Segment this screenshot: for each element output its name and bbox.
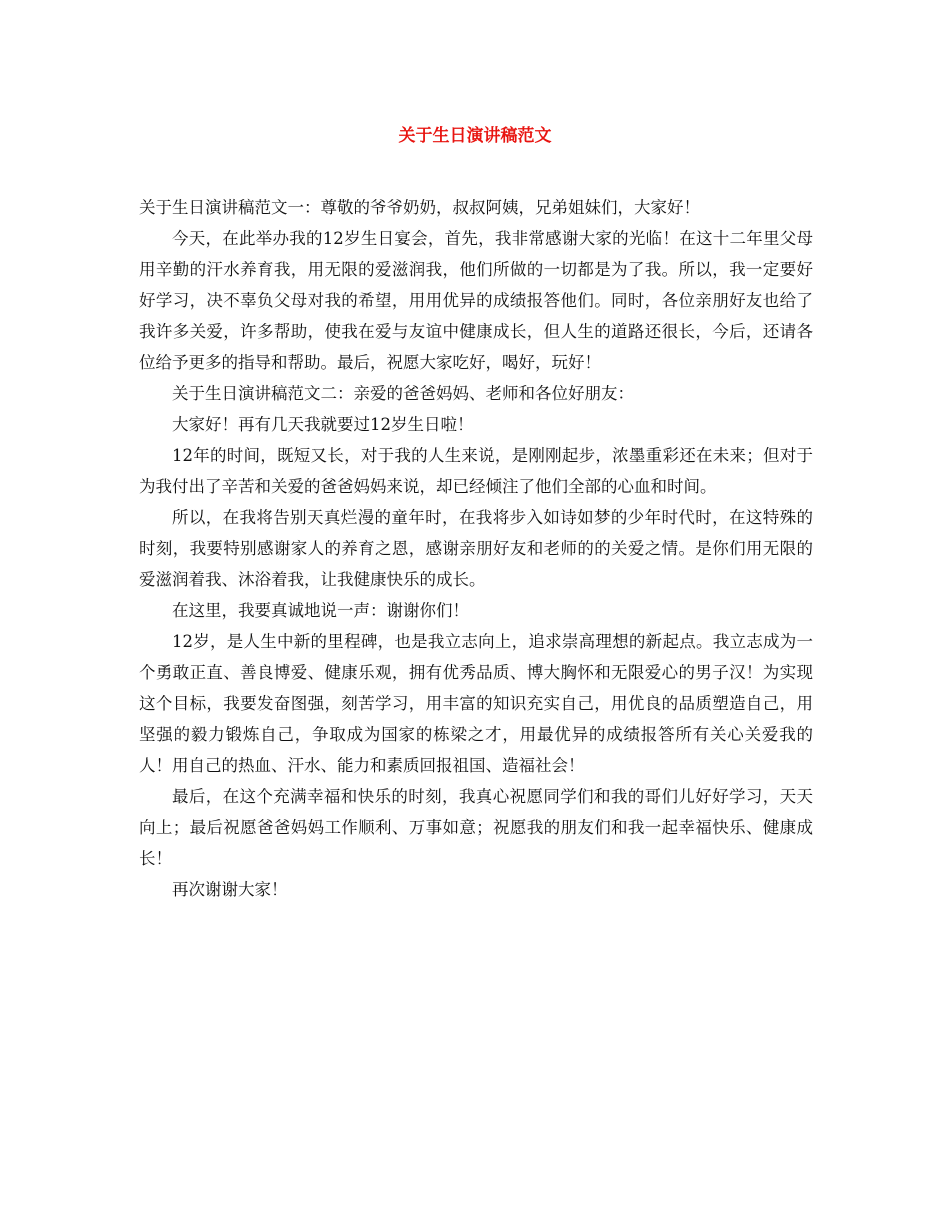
document-body [139,192,813,905]
paragraph: 关于生日演讲稿范文一：尊敬的爷爷奶奶，叔叔阿姨，兄弟姐妹们，大家好！ [139,198,700,217]
paragraph: 关于生日演讲稿范文二：亲爱的爸爸妈妈、老师和各位好朋友： [172,384,634,403]
paragraph: 12年的时间，既短又长，对于我的人生来说，是刚刚起步，浓墨重彩还在未来；但对于为我付出了辛苦和关爱的爸爸妈妈来说，却已经倾注了他们全部的心血和时间。 [139,446,813,496]
paragraph: 12岁，是人生中新的里程碑，也是我立志向上，追求崇高理想的新起点。我立志成为一个勇敢正直、善良博爱、健康乐观，拥有优秀品质、博大胸怀和无限爱心的男子汉！为实现这个目标，我要发奋图强，刻苦学习，用丰富的知识充实自己，用优良的品质塑造自己，用坚强的毅力锻炼自己，争取成为国家的栋梁之才，用最优异的成绩报答所有关心关爱我的人！用自己的热血、汗水、能力和素质回报祖国、造福社会！ [139,632,813,775]
paragraph: 在这里，我要真诚地说一声：谢谢你们！ [172,601,469,620]
paragraph: 最后，在这个充满幸福和快乐的时刻，我真心祝愿同学们和我的哥们儿好好学习，天天向上；最后祝愿爸爸妈妈工作顺利、万事如意；祝愿我的朋友们和我一起幸福快乐、健康成长！ [139,787,813,868]
document-title: 关于生日演讲稿范文 [398,126,552,146]
paragraph: 大家好！再有几天我就要过12岁生日啦！ [172,415,474,434]
paragraph: 再次谢谢大家！ [172,880,288,899]
paragraph: 所以，在我将告别天真烂漫的童年时，在我将步入如诗如梦的少年时代时，在这特殊的时刻，我要特别感谢家人的养育之恩，感谢亲朋好友和老师的的关爱之情。是你们用无限的爱滋润着我、沐浴着我，让我健康快乐的成长。 [139,508,813,589]
paragraph: 今天，在此举办我的12岁生日宴会，首先，我非常感谢大家的光临！在这十二年里父母用辛勤的汗水养育我，用无限的爱滋润我，他们所做的一切都是为了我。所以，我一定要好好学习，决不辜负父母对我的希望，用用优异的成绩报答他们。同时，各位亲朋好友也给了我许多关爱，许多帮助，使我在爱与友谊中健康成长，但人生的道路还很长，今后，还请各位给予更多的指导和帮助。最后，祝愿大家吃好，喝好，玩好！ [139,229,813,372]
